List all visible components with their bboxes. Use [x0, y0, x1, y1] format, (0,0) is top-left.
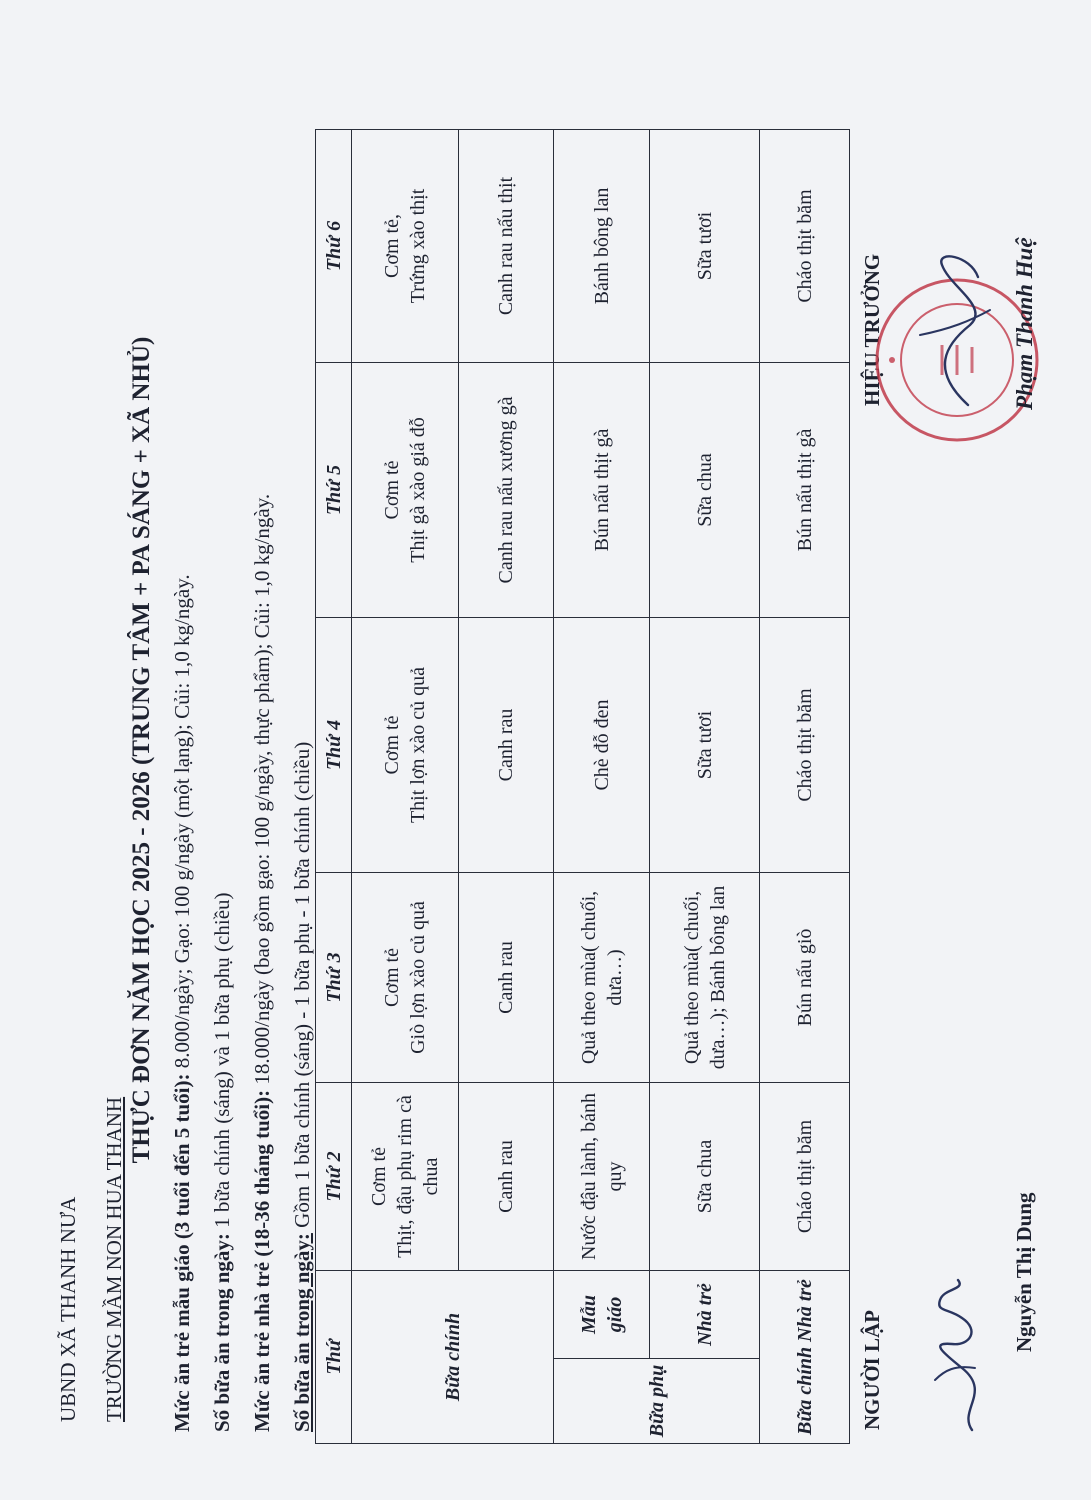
cell-snack-nursery: Quả theo mùa( chuối, dưa…); Bánh bông lan	[650, 873, 760, 1083]
principal-signature	[890, 235, 1020, 425]
cell-snack-kindergarten: Chè đỗ đen	[554, 618, 650, 873]
table-header-row	[316, 130, 352, 1444]
cell-line: Thịt lợn xào củ quả	[407, 666, 429, 824]
cell-main-dish	[352, 873, 459, 1083]
cell-soup: Canh rau	[459, 618, 554, 873]
info-line-3	[252, 494, 273, 1432]
cell-line: Cơm tẻ	[368, 1147, 390, 1206]
row-label-chinh-nha-tre: Bữa chính Nhà trẻ	[760, 1271, 850, 1444]
row-label-mau-giao: Mẫu giáo	[554, 1271, 650, 1359]
cell-snack-nursery: Sữa chua	[650, 363, 760, 618]
cell-nursery-main: Cháo thịt băm	[760, 1083, 850, 1271]
cell-line: Thịt gà xào giá đỗ	[407, 417, 429, 563]
cell-main-dish	[352, 1083, 459, 1271]
cell-soup: Canh rau	[459, 1083, 554, 1271]
cell-line: Cơm tẻ	[381, 460, 403, 520]
info-line-1-label: Mức ăn trẻ mẫu giáo (3 tuổi đến 5 tuổi):	[170, 1073, 194, 1432]
cell-nursery-main: Bún nấu thịt gà	[760, 363, 850, 618]
cell-line: Cơm tẻ	[381, 948, 403, 1007]
info-line-4-label: Số bữa ăn trong ngày:	[290, 1233, 314, 1432]
cell-soup: Canh rau nấu thịt	[459, 130, 554, 363]
cell-nursery-main: Cháo thịt băm	[760, 130, 850, 363]
principal-title: HIỆU TRƯỞNG	[860, 253, 884, 406]
org-line-1: UBND XÃ THANH NƯA	[56, 1196, 80, 1422]
cell-snack-nursery: Sữa tươi	[650, 130, 760, 363]
cell-snack-kindergarten: Bún nấu thịt gà	[554, 363, 650, 618]
preparer-title: NGƯỜI LẬP	[860, 1310, 884, 1430]
cell-soup: Canh rau nấu xương gà	[459, 363, 554, 618]
cell-snack-nursery: Sữa chua	[650, 1083, 760, 1271]
cell-nursery-main: Bún nấu giò	[760, 873, 850, 1083]
preparer-signature	[900, 1270, 1010, 1440]
header-day-4: Thứ 4	[316, 618, 352, 873]
info-line-2	[212, 892, 233, 1432]
header-day-6: Thứ 6	[316, 130, 352, 363]
cell-snack-kindergarten: Bánh bông lan	[554, 130, 650, 363]
cell-soup: Canh rau	[459, 873, 554, 1083]
cell-nursery-main: Cháo thịt băm	[760, 618, 850, 873]
info-line-3-label: Mức ăn trẻ nhà trẻ (18-36 tháng tuổi):	[250, 1089, 274, 1432]
table-row	[459, 130, 554, 1444]
cell-snack-kindergarten: Quả theo mùa( chuối, dưa…)	[554, 873, 650, 1083]
cell-main-dish	[352, 363, 459, 618]
row-label-nha-tre: Nhà trẻ	[650, 1271, 760, 1359]
info-line-1	[172, 574, 193, 1432]
row-label-bua-chinh: Bữa chính	[352, 1271, 554, 1444]
info-line-4-text: Gồm 1 bữa chính (sáng) - 1 bữa phụ - 1 bữa chính (chiều)	[290, 741, 314, 1234]
table-row	[650, 130, 760, 1444]
cell-main-dish	[352, 618, 459, 873]
info-line-2-label: Số bữa ăn trong ngày:	[210, 1233, 234, 1432]
cell-snack-kindergarten: Nước đậu lành, bánh quy	[554, 1083, 650, 1271]
info-line-1-text: 8.000/ngày; Gạo: 100 g/ngày (một lạng); Củi: 1,0 kg/ngày.	[170, 574, 194, 1074]
row-label-bua-phu: Bữa phụ	[554, 1359, 760, 1444]
principal-name: Phạm Thanh Huệ	[1012, 237, 1037, 410]
cell-line: Cơm tẻ,	[381, 214, 403, 278]
page-title: THỰC ĐƠN NĂM HỌC 2025 - 2026 (TRUNG TÂM + PA SÁNG + XÃ NHỦ)	[128, 336, 155, 1164]
org-line-2: TRƯỜNG MẦM NON HUA THANH	[102, 1096, 126, 1422]
table-row	[760, 130, 850, 1444]
table-row	[352, 130, 459, 1444]
cell-line: Trứng xào thịt	[407, 188, 429, 304]
info-line-2-text: 1 bữa chính (sáng) và 1 bữa phụ (chiều)	[210, 892, 234, 1234]
info-line-3-text: 18.000/ngày (bao gồm gạo: 100 g/ngày, thực phẩm); Củi: 1,0 kg/ngày.	[250, 493, 274, 1090]
table-row	[554, 130, 650, 1444]
header-day-3: Thứ 3	[316, 873, 352, 1083]
cell-line: Thịt, đậu phụ rim cà chua	[394, 1095, 442, 1258]
header-corner: Thứ	[316, 1271, 352, 1444]
cell-line: Giò lợn xào củ quả	[407, 901, 429, 1054]
cell-main-dish	[352, 130, 459, 363]
preparer-name: Nguyễn Thị Dung	[1012, 1192, 1036, 1352]
menu-table	[315, 129, 850, 1444]
cell-line: Cơm tẻ	[381, 715, 403, 775]
info-line-4	[292, 742, 313, 1432]
cell-snack-nursery: Sữa tươi	[650, 618, 760, 873]
header-day-5: Thứ 5	[316, 363, 352, 618]
header-day-2: Thứ 2	[316, 1083, 352, 1271]
